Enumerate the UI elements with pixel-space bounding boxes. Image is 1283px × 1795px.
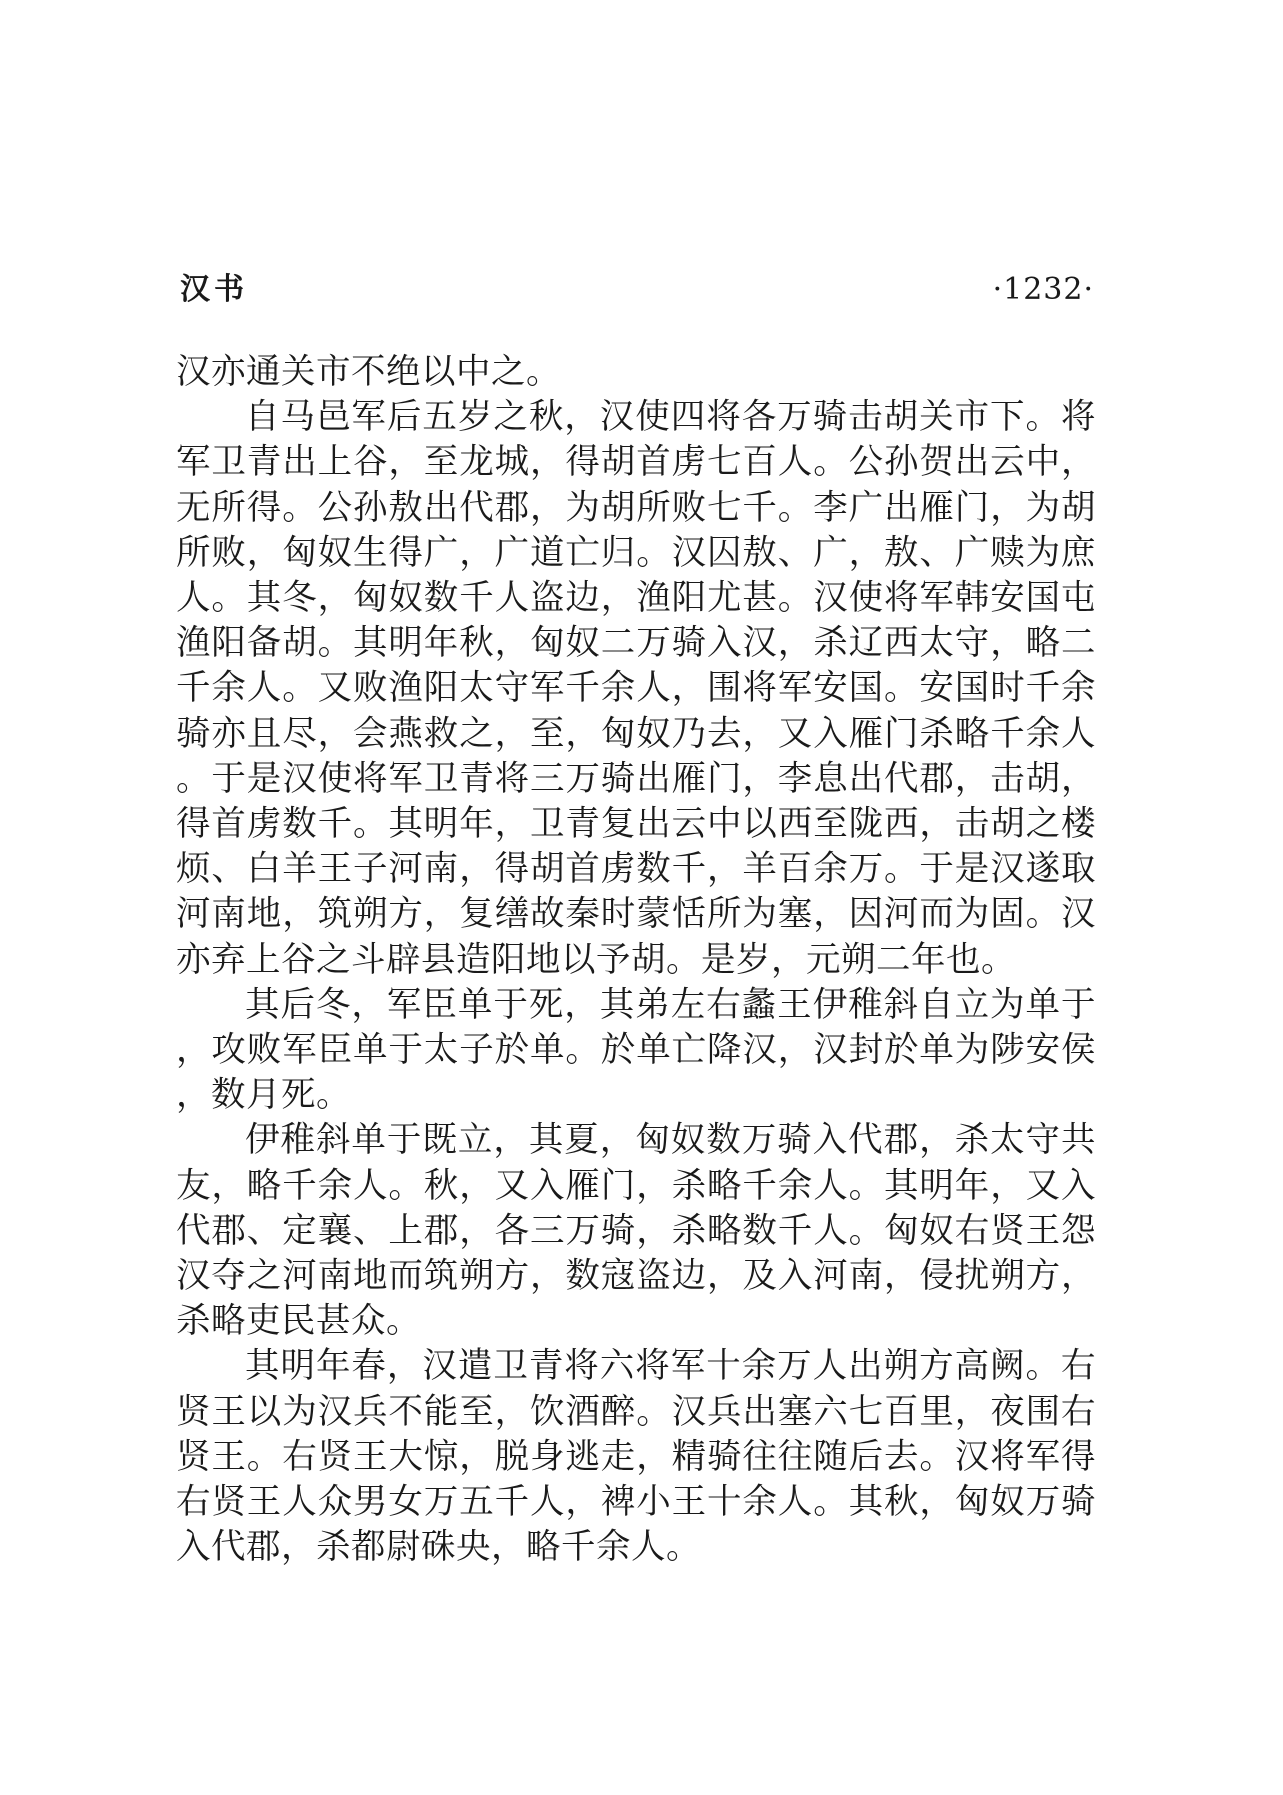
running-header	[176, 270, 1094, 318]
paragraph-1: 汉亦通关市不绝以中之。	[176, 352, 561, 392]
paragraph-3: 其后冬，军臣单于死，其弟左右蠡王伊稚斜自立为单于，攻败军臣单于太子於单。於单亡降汉，汉封於单为陟安侯，数月死。	[176, 984, 1096, 1116]
body-text	[176, 350, 1096, 1570]
page-number: ·1232·	[992, 272, 1094, 307]
book-title: 汉书	[180, 272, 248, 307]
paragraph-2: 自马邑军后五岁之秋，汉使四将各万骑击胡关市下。将军卫青出上谷，至龙城，得胡首虏七百人。公孙贺出云中，无所得。公孙敖出代郡，为胡所败七千。李广出雁门，为胡所败，匈奴生得广，广道亡归。汉囚敖、广，敖、广赎为庶人。其冬，匈奴数千人盗边，渔阳尤甚。汉使将军韩安国屯渔阳备胡。其明年秋，匈奴二万骑入汉，杀辽西太守，略二千余人。又败渔阳太守军千余人，围将军安国。安国时千余骑亦且尽，会燕救之，至，匈奴乃去，又入雁门杀略千余人。于是汉使将军卫青将三万骑出雁门，李息出代郡，击胡，得首虏数千。其明年，卫青复出云中以西至陇西，击胡之楼烦、白羊王子河南，得胡首虏数千，羊百余万。于是汉遂取河南地，筑朔方，复缮故秦时蒙恬所为塞，因河而为固。汉亦弃上谷之斗辟县造阳地以予胡。是岁，元朔二年也。	[176, 397, 1096, 980]
paragraph-4: 伊稚斜单于既立，其夏，匈奴数万骑入代郡，杀太守共友，略千余人。秋，又入雁门，杀略千余人。其明年，又入代郡、定襄、上郡，各三万骑，杀略数千人。匈奴右贤王怨汉夺之河南地而筑朔方，数寇盗边，及入河南，侵扰朔方，杀略吏民甚众。	[176, 1120, 1096, 1342]
paragraph-5: 其明年春，汉遣卫青将六将军十余万人出朔方高阙。右贤王以为汉兵不能至，饮酒醉。汉兵出塞六七百里，夜围右贤王。右贤王大惊，脱身逃走，精骑往往随后去。汉将军得右贤王人众男女万五千人，裨小王十余人。其秋，匈奴万骑入代郡，杀都尉硃央，略千余人。	[176, 1346, 1096, 1568]
